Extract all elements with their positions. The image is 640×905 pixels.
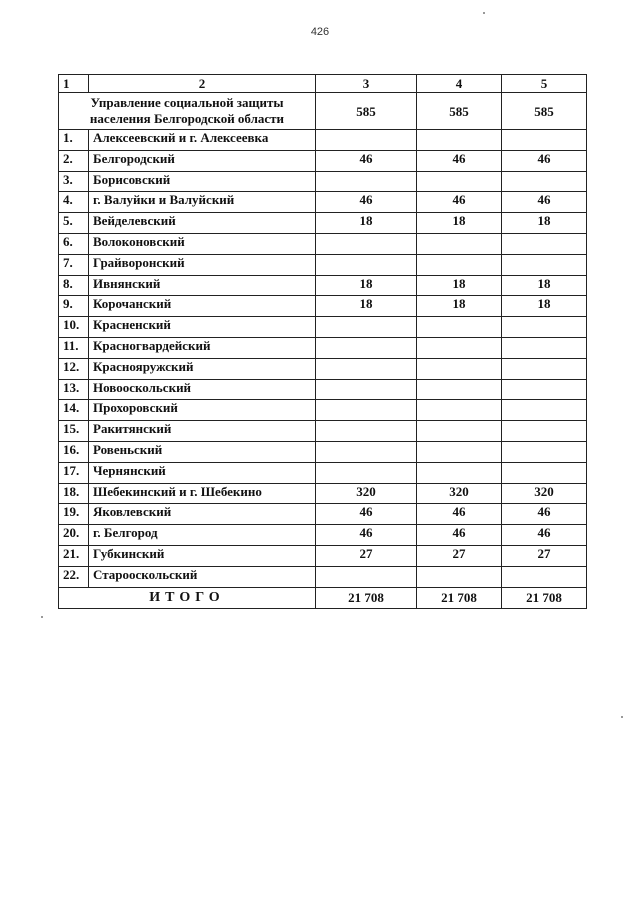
table-row [59,130,587,151]
value-col5 [502,358,587,379]
value-col3: 27 [316,545,417,566]
value-col3: 46 [316,504,417,525]
row-number: 6. [59,233,89,254]
value-col5: 46 [502,192,587,213]
row-number: 1. [59,130,89,151]
value-col3: 18 [316,213,417,234]
allocation-table [58,74,587,609]
row-number: 2. [59,150,89,171]
value-col5: 46 [502,150,587,171]
value-col4 [417,130,502,151]
district-name: Вейделевский [89,213,316,234]
value-col5 [502,130,587,151]
table-row [59,296,587,317]
row-number: 10. [59,317,89,338]
row-number: 18. [59,483,89,504]
value-col4: 27 [417,545,502,566]
table-row [59,379,587,400]
district-name: Алексеевский и г. Алексеевка [89,130,316,151]
value-col4: 46 [417,504,502,525]
district-name: г. Валуйки и Валуйский [89,192,316,213]
value-col4: 46 [417,525,502,546]
total-value-col4: 21 708 [417,587,502,608]
district-name: Ивнянский [89,275,316,296]
table-row [59,462,587,483]
department-name-line1: Управление социальной защиты [90,95,284,110]
district-name: Красногвардейский [89,337,316,358]
header-cell-num: 1 [59,75,89,93]
row-number: 5. [59,213,89,234]
value-col4 [417,317,502,338]
table-row [59,213,587,234]
value-col3 [316,130,417,151]
department-row [59,93,587,130]
value-col5 [502,233,587,254]
value-col5 [502,566,587,587]
value-col5: 18 [502,296,587,317]
row-number: 4. [59,192,89,213]
district-name: Волоконовский [89,233,316,254]
value-col3: 18 [316,296,417,317]
row-number: 22. [59,566,89,587]
district-name: Чернянский [89,462,316,483]
district-name: Грайворонский [89,254,316,275]
value-col3: 320 [316,483,417,504]
value-col4: 18 [417,213,502,234]
value-col5: 46 [502,504,587,525]
table-row [59,483,587,504]
table-row [59,545,587,566]
value-col3 [316,566,417,587]
table-row [59,254,587,275]
row-number: 20. [59,525,89,546]
table-row [59,441,587,462]
row-number: 19. [59,504,89,525]
value-col4 [417,358,502,379]
page-number: 426 [310,26,330,38]
value-col5 [502,317,587,338]
row-number: 15. [59,421,89,442]
value-col5 [502,462,587,483]
value-col4 [417,441,502,462]
value-col4 [417,566,502,587]
value-col3 [316,421,417,442]
row-number: 17. [59,462,89,483]
value-col3 [316,317,417,338]
table-row [59,421,587,442]
value-col5: 18 [502,275,587,296]
scan-speck [483,12,485,14]
value-col5: 46 [502,525,587,546]
district-name: Новооскольский [89,379,316,400]
district-name: Корочанский [89,296,316,317]
row-number: 9. [59,296,89,317]
value-col5 [502,400,587,421]
total-value-col3: 21 708 [316,587,417,608]
district-name: Борисовский [89,171,316,192]
row-number: 7. [59,254,89,275]
table-row [59,317,587,338]
department-name [59,93,316,130]
header-cell-name: 2 [89,75,316,93]
district-name: Шебекинский и г. Шебекино [89,483,316,504]
value-col5: 18 [502,213,587,234]
district-name: Ракитянский [89,421,316,442]
row-number: 14. [59,400,89,421]
header-row [59,75,587,93]
total-label: ИТОГО [59,587,316,608]
value-col4 [417,400,502,421]
table-row [59,171,587,192]
value-col5 [502,441,587,462]
value-col5 [502,337,587,358]
table-row [59,566,587,587]
district-name: Красненский [89,317,316,338]
value-col4: 46 [417,192,502,213]
value-col3: 46 [316,525,417,546]
value-col4 [417,379,502,400]
district-name: Старооскольский [89,566,316,587]
table-row [59,504,587,525]
header-cell-col4: 4 [417,75,502,93]
row-number: 21. [59,545,89,566]
table-row [59,192,587,213]
total-row [59,587,587,608]
value-col3 [316,379,417,400]
scan-speck [41,616,43,618]
row-number: 11. [59,337,89,358]
row-number: 8. [59,275,89,296]
value-col3: 18 [316,275,417,296]
table-row [59,150,587,171]
district-name: Белгородский [89,150,316,171]
value-col3 [316,171,417,192]
row-number: 13. [59,379,89,400]
value-col4: 46 [417,150,502,171]
value-col5 [502,421,587,442]
value-col3 [316,233,417,254]
table-row [59,337,587,358]
value-col4 [417,462,502,483]
total-value-col5: 21 708 [502,587,587,608]
department-value-col3: 585 [316,93,417,130]
value-col3 [316,337,417,358]
value-col3 [316,358,417,379]
value-col5 [502,254,587,275]
department-value-col5: 585 [502,93,587,130]
department-value-col4: 585 [417,93,502,130]
value-col3 [316,441,417,462]
department-name-line2: населения Белгородской области [89,111,285,126]
value-col3: 46 [316,192,417,213]
value-col3 [316,400,417,421]
value-col4 [417,421,502,442]
district-name: г. Белгород [89,525,316,546]
value-col4 [417,171,502,192]
table-row [59,525,587,546]
table-row [59,233,587,254]
district-name: Яковлевский [89,504,316,525]
value-col4 [417,233,502,254]
value-col3 [316,462,417,483]
district-name: Краснояружский [89,358,316,379]
scan-speck [621,716,623,718]
value-col4 [417,337,502,358]
value-col4: 320 [417,483,502,504]
value-col5: 27 [502,545,587,566]
header-cell-col3: 3 [316,75,417,93]
value-col5: 320 [502,483,587,504]
value-col5 [502,171,587,192]
value-col4: 18 [417,275,502,296]
table-row [59,358,587,379]
value-col3 [316,254,417,275]
table-row [59,275,587,296]
value-col5 [502,379,587,400]
district-name: Ровеньский [89,441,316,462]
row-number: 3. [59,171,89,192]
value-col4 [417,254,502,275]
value-col3: 46 [316,150,417,171]
district-name: Прохоровский [89,400,316,421]
district-name: Губкинский [89,545,316,566]
header-cell-col5: 5 [502,75,587,93]
row-number: 16. [59,441,89,462]
value-col4: 18 [417,296,502,317]
table-row [59,400,587,421]
row-number: 12. [59,358,89,379]
